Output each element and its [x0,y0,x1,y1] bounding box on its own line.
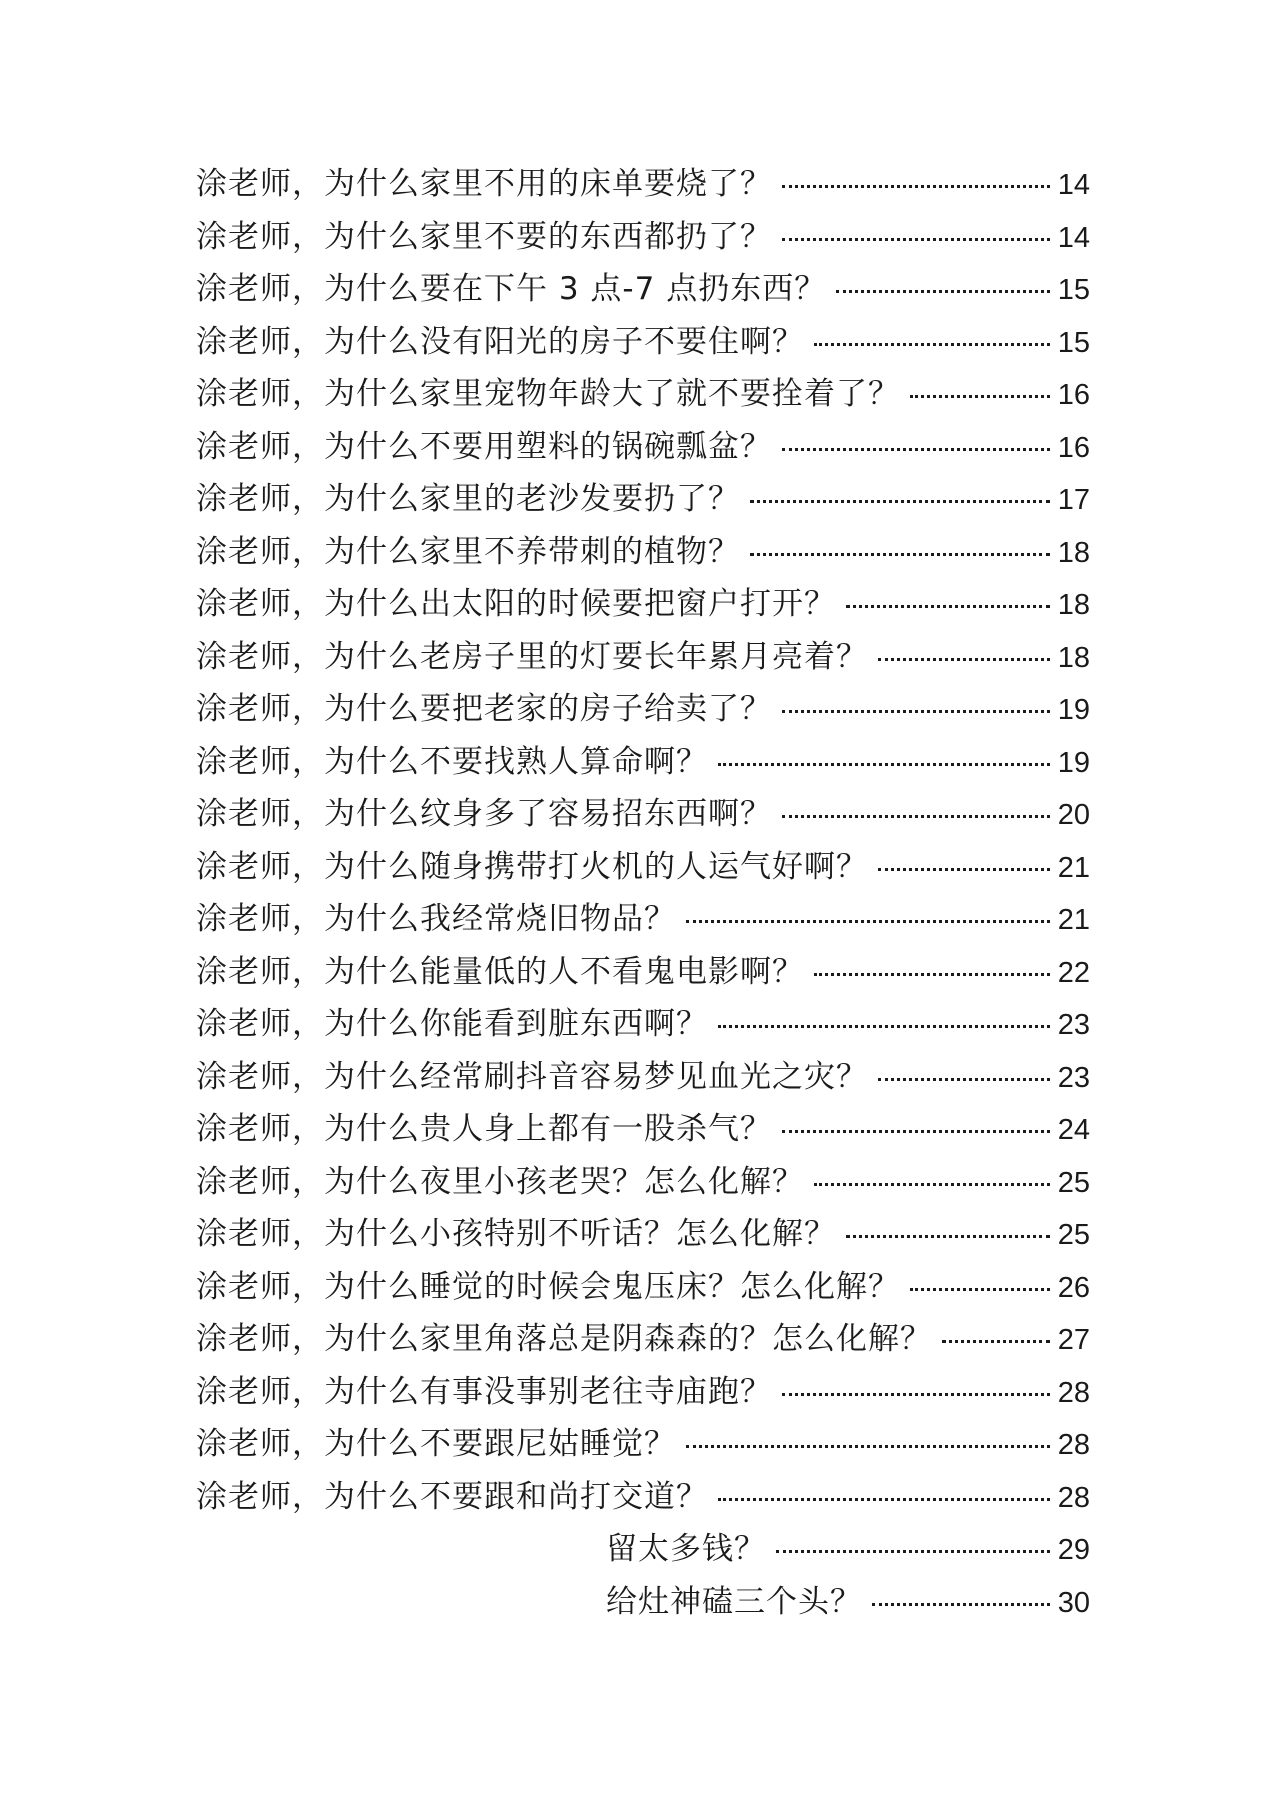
toc-entry-page-number: 18 [1057,641,1090,674]
toc-entry-title: 涂老师，为什么不要找熟人算命啊？ [196,743,708,780]
toc-entry-page-number: 21 [1057,904,1090,936]
toc-entry-page-number: 16 [1057,379,1090,411]
toc-entry-title: 涂老师，为什么能量低的人不看鬼电影啊？ [196,953,804,990]
toc-entry[interactable] [196,368,1090,421]
dot-leader [814,343,1050,346]
toc-entry-page-number: 30 [1057,1586,1090,1619]
toc-entry-title: 留太多钱？ [606,1531,766,1567]
toc-entry-title: 涂老师，为什么家里角落总是阴森森的？怎么化解？ [196,1321,932,1357]
toc-entry-page-number: 17 [1057,484,1090,516]
dot-leader [686,1445,1050,1448]
toc-entry-title: 涂老师，为什么家里不要的东西都扔了？ [196,218,772,255]
toc-entry[interactable] [196,1156,1090,1209]
toc-entry-title: 涂老师，为什么我经常烧旧物品？ [196,901,676,937]
dot-leader [814,1183,1050,1186]
table-of-contents [196,158,1090,1628]
dot-leader [776,1550,1050,1553]
toc-entry-title: 涂老师，为什么家里宠物年龄大了就不要拴着了？ [196,376,900,412]
dot-leader [782,185,1050,188]
toc-entry-page-number: 28 [1057,1376,1090,1409]
dot-leader [782,710,1050,713]
toc-entry[interactable] [196,1313,1090,1366]
dot-leader [878,868,1050,871]
toc-entry[interactable] [196,1261,1090,1314]
dot-leader [718,1498,1050,1501]
toc-entry-title: 涂老师，为什么有事没事别老往寺庙跑？ [196,1373,772,1410]
toc-entry-page-number: 25 [1057,1219,1090,1251]
toc-entry[interactable] [196,578,1090,631]
toc-entry[interactable] [196,421,1090,474]
toc-entry[interactable] [196,263,1090,316]
toc-entry[interactable] [196,736,1090,789]
toc-entry-title: 涂老师，为什么小孩特别不听话？怎么化解？ [196,1216,836,1252]
toc-entry[interactable] [196,316,1090,369]
toc-entry-title: 涂老师，为什么老房子里的灯要长年累月亮着？ [196,638,868,675]
toc-entry[interactable] [196,526,1090,579]
toc-entry-page-number: 28 [1057,1481,1090,1514]
dot-leader [814,973,1050,976]
toc-entry[interactable] [196,1576,1090,1629]
dot-leader [782,1393,1050,1396]
toc-entry-title: 涂老师，为什么经常刷抖音容易梦见血光之灾？ [196,1058,868,1095]
dot-leader [942,1340,1050,1343]
toc-entry-page-number: 19 [1057,694,1090,726]
toc-entry[interactable] [196,841,1090,894]
toc-entry-title: 涂老师，为什么纹身多了容易招东西啊？ [196,796,772,832]
dot-leader [910,395,1050,398]
dot-leader [718,1025,1050,1028]
toc-entry-title: 涂老师，为什么不要跟尼姑睡觉？ [196,1426,676,1462]
toc-entry[interactable] [196,631,1090,684]
toc-entry-title: 涂老师，为什么没有阳光的房子不要住啊？ [196,323,804,360]
toc-entry[interactable] [196,1471,1090,1524]
toc-entry[interactable] [196,473,1090,526]
toc-entry-title: 涂老师，为什么夜里小孩老哭？怎么化解？ [196,1163,804,1200]
dot-leader [686,920,1050,923]
dot-leader [718,763,1050,766]
toc-entry-page-number: 22 [1057,956,1090,989]
toc-entry-title: 涂老师，为什么不要跟和尚打交道？ [196,1478,708,1515]
toc-entry-title: 涂老师，为什么家里不用的床单要烧了？ [196,166,772,202]
dot-leader [878,1078,1050,1081]
toc-entry[interactable] [196,683,1090,736]
dot-leader [782,448,1050,451]
toc-entry[interactable] [196,893,1090,946]
toc-entry-title: 给灶神磕三个头？ [606,1583,862,1620]
toc-entry[interactable] [196,1523,1090,1576]
toc-entry-title: 涂老师，为什么出太阳的时候要把窗户打开？ [196,586,836,622]
toc-entry[interactable] [196,998,1090,1051]
dot-leader [782,238,1050,241]
dot-leader [846,1235,1050,1238]
toc-entry-page-number: 27 [1057,1324,1090,1356]
toc-entry[interactable] [196,1051,1090,1104]
dot-leader [910,1288,1050,1291]
dot-leader [750,553,1050,556]
toc-entry-page-number: 18 [1057,589,1090,621]
dot-leader [750,500,1050,503]
toc-entry-page-number: 25 [1057,1166,1090,1199]
toc-entry-page-number: 24 [1057,1114,1090,1146]
toc-entry-title: 涂老师，为什么家里不养带刺的植物？ [196,533,740,570]
toc-entry-page-number: 14 [1057,221,1090,254]
toc-entry-title: 涂老师，为什么随身携带打火机的人运气好啊？ [196,848,868,885]
toc-entry-title: 涂老师，为什么你能看到脏东西啊？ [196,1006,708,1042]
toc-entry-title: 涂老师，为什么睡觉的时候会鬼压床？怎么化解？ [196,1268,900,1305]
toc-entry-page-number: 15 [1057,274,1090,306]
toc-entry[interactable] [196,1418,1090,1471]
toc-entry-page-number: 23 [1057,1061,1090,1094]
toc-entry-page-number: 14 [1057,169,1090,201]
toc-entry-title: 涂老师，为什么不要用塑料的锅碗瓢盆？ [196,428,772,465]
toc-entry[interactable] [196,946,1090,999]
dot-leader [782,815,1050,818]
dot-leader [836,290,1050,293]
toc-entry-page-number: 23 [1057,1009,1090,1041]
toc-entry-page-number: 26 [1057,1271,1090,1304]
toc-entry[interactable] [196,1208,1090,1261]
toc-entry[interactable] [196,1103,1090,1156]
toc-entry[interactable] [196,788,1090,841]
dot-leader [846,605,1050,608]
toc-entry-page-number: 16 [1057,431,1090,464]
toc-entry[interactable] [196,211,1090,264]
dot-leader [872,1603,1050,1606]
toc-entry[interactable] [196,1366,1090,1419]
toc-entry-page-number: 29 [1057,1534,1090,1566]
toc-entry-title: 涂老师，为什么贵人身上都有一股杀气？ [196,1111,772,1147]
toc-entry-page-number: 15 [1057,326,1090,359]
toc-entry-page-number: 28 [1057,1429,1090,1461]
toc-entry-page-number: 19 [1057,746,1090,779]
toc-entry-page-number: 21 [1057,851,1090,884]
toc-entry-title: 涂老师，为什么家里的老沙发要扔了？ [196,481,740,517]
toc-entry-title: 涂老师，为什么要把老家的房子给卖了？ [196,691,772,727]
dot-leader [782,1130,1050,1133]
toc-entry[interactable] [196,158,1090,211]
toc-entry-page-number: 20 [1057,799,1090,831]
toc-entry-page-number: 18 [1057,536,1090,569]
dot-leader [878,658,1050,661]
toc-entry-title: 涂老师，为什么要在下午 3 点-7 点扔东西？ [196,271,827,307]
